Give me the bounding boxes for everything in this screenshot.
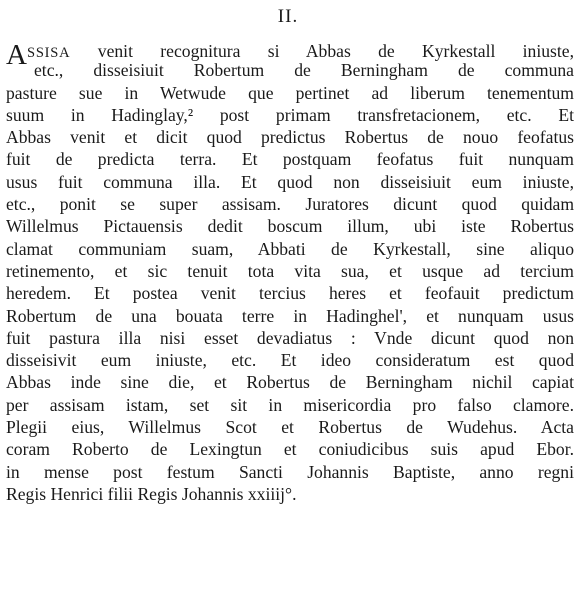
text-line-2: etc., disseisiuit Robertum de Berningham de communa [34, 60, 574, 81]
text-line-7: usus fuit communa illa. Et quod non disseisiuit eum iniuste, [6, 171, 574, 192]
initial-word-rest: SSISA [26, 45, 71, 61]
text-line-4: suum in Hadinglay,² post primam transfretacionem, etc. Et [6, 104, 574, 125]
text-line-5: Abbas venit et dicit quod predictus Robertus de nouo feofatus [6, 127, 574, 148]
text-line-15: disseisivit eum iniuste, etc. Et ideo consideratum est quod [6, 350, 574, 371]
text-line-13: Robertum de una bouata terre in Hadinghel', et nunquam usus [6, 305, 574, 326]
body-text [6, 37, 574, 505]
section-heading: II. [277, 6, 299, 27]
text-line-21: Regis Henrici filii Regis Johannis xxiiij°. [6, 483, 297, 504]
text-line-16: Abbas inde sine die, et Robertus de Berningham nichil capiat [6, 372, 574, 393]
line-text: venit recognitura si Abbas de Kyrkestall iniuste, [70, 41, 574, 61]
text-line-14: fuit pastura illa nisi esset devadiatus : Vnde dicunt quod non [6, 327, 574, 348]
drop-initial: A [6, 39, 27, 71]
text-line-20: in mense post festum Sancti Johannis Baptiste, anno regni [6, 461, 574, 482]
text-line-17: per assisam istam, set sit in misericordia pro falso clamore. [6, 394, 574, 415]
text-line-8: etc., ponit se super assisam. Juratores dicunt quod quidam [6, 194, 574, 215]
text-line-10: clamat communiam suam, Abbati de Kyrkestall, sine aliquo [6, 238, 574, 259]
text-line-3: pasture sue in Wetwude que pertinet ad liberum tenementum [6, 82, 574, 103]
text-line-11: retinemento, et sic tenuit tota vita sua, et usque ad tercium [6, 260, 574, 281]
text-line-18: Plegii eius, Willelmus Scot et Robertus de Wudehus. Acta [6, 417, 574, 438]
text-line-9: Willelmus Pictauensis dedit boscum illum, ubi iste Robertus [6, 216, 574, 237]
text-line-19: coram Roberto de Lexingtun et coniudicibus suis apud Ebor. [6, 439, 574, 460]
text-line-12: heredem. Et postea venit tercius heres et feofauit predictum [6, 283, 574, 304]
text-line-6: fuit de predicta terra. Et postquam feofatus fuit nunquam [6, 149, 574, 170]
